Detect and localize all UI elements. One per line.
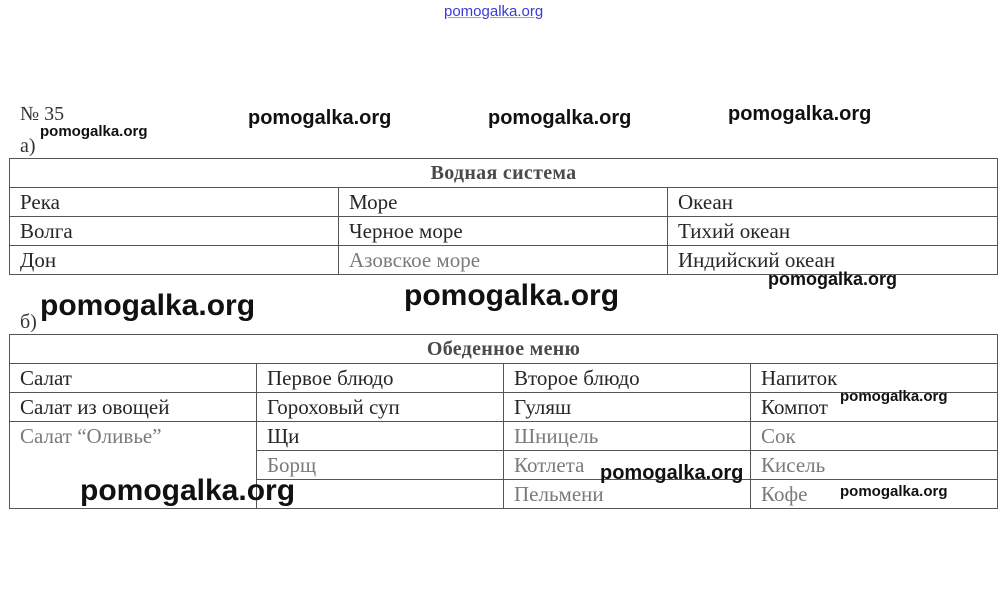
- header-cell: Второе блюдо: [504, 364, 751, 393]
- table-title: Обеденное меню: [10, 335, 998, 364]
- header-cell: Море: [339, 188, 668, 217]
- watermark: pomogalka.org: [40, 289, 256, 322]
- table-cell: Дон: [10, 246, 339, 275]
- watermark: pomogalka.org: [248, 107, 392, 129]
- header-cell: Океан: [668, 188, 998, 217]
- watermark: pomogalka.org: [80, 474, 296, 507]
- header-cell: Салат: [10, 364, 257, 393]
- table-cell: Гуляш: [504, 393, 751, 422]
- table-cell: Индийский океан: [668, 246, 998, 275]
- header-cell: Первое блюдо: [257, 364, 504, 393]
- table-cell: Шницель: [504, 422, 751, 451]
- header-cell: Напиток: [751, 364, 998, 393]
- table-cell: Сок: [751, 422, 998, 451]
- watermark: pomogalka.org: [768, 269, 898, 289]
- water-system-table: [9, 158, 998, 275]
- table-cell: Кофе: [751, 480, 998, 509]
- table-title-row: [10, 335, 998, 364]
- table-row: [10, 217, 998, 246]
- table-title: Водная система: [10, 159, 998, 188]
- watermark-top: pomogalka.org: [444, 3, 544, 20]
- table-cell: Пельмени: [504, 480, 751, 509]
- table-cell: Азовское море: [339, 246, 668, 275]
- table-title-row: [10, 159, 998, 188]
- part-a-label: а): [20, 135, 36, 157]
- table-cell: Щи: [257, 422, 504, 451]
- table-row: [10, 422, 998, 451]
- table-cell: Салат из овощей: [10, 393, 257, 422]
- table-header-row: [10, 188, 998, 217]
- watermark: pomogalka.org: [488, 107, 632, 129]
- watermark: pomogalka.org: [728, 103, 872, 125]
- exercise-number: № 35: [20, 103, 65, 125]
- table-cell: Гороховый суп: [257, 393, 504, 422]
- header-cell: Река: [10, 188, 339, 217]
- watermark: pomogalka.org: [600, 462, 744, 484]
- table-cell: Котлета: [504, 451, 751, 480]
- watermark: pomogalka.org: [40, 123, 148, 140]
- table-cell: Компот: [751, 393, 998, 422]
- part-b-label: б): [20, 311, 37, 333]
- table-cell: Салат “Оливье”: [10, 422, 257, 509]
- table-cell: Кисель: [751, 451, 998, 480]
- watermark: pomogalka.org: [840, 483, 948, 500]
- table-cell: Борщ: [257, 451, 504, 480]
- watermark: pomogalka.org: [840, 388, 948, 405]
- table-cell: Тихий океан: [668, 217, 998, 246]
- watermark: pomogalka.org: [404, 279, 620, 312]
- table-cell: Волга: [10, 217, 339, 246]
- table-cell: Черное море: [339, 217, 668, 246]
